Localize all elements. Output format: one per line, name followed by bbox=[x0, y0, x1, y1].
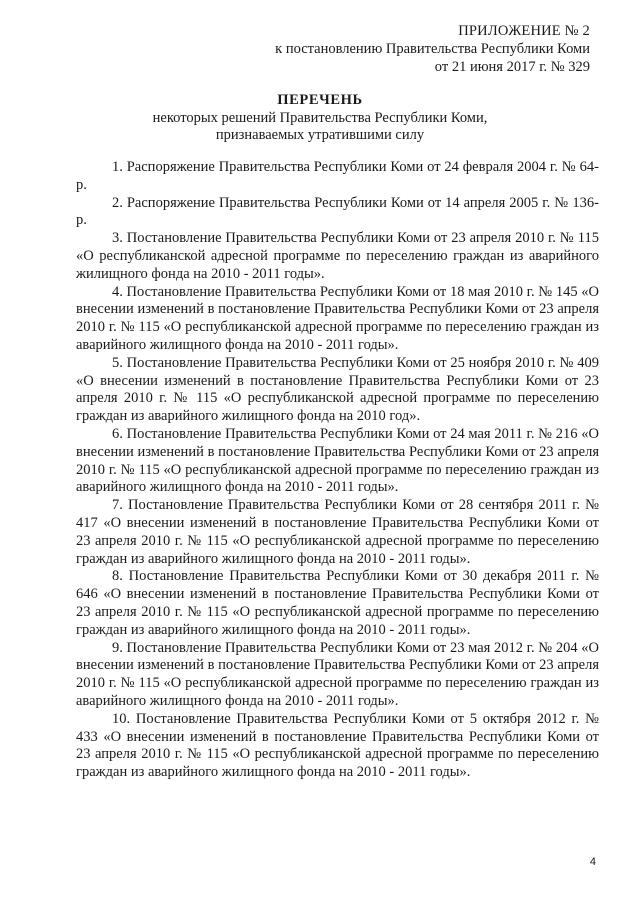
appendix-number: ПРИЛОЖЕНИЕ № 2 bbox=[458, 23, 590, 39]
list-item-5: 5. Постановление Правительства Республики Коми от 25 ноября 2010 г. № 409 «О внесении изменений в постановление Правительства Республики Коми от 23 апреля 2010 г. № 115 «О республиканской адресной программе по переселению граждан из аварийного жилищного фонда на 2010 год». bbox=[76, 354, 599, 425]
decisions-list bbox=[76, 159, 599, 782]
appendix-date: от 21 июня 2017 г. № 329 bbox=[434, 59, 590, 75]
list-item-10: 10. Постановление Правительства Республики Коми от 5 октября 2012 г. № 433 «О внесении изменений в постановление Правительства Республики Коми от 23 апреля 2010 г. № 115 «О республиканской адресной программе по переселению граждан из аварийного жилищного фонда на 2010 - 2011 годы». bbox=[76, 710, 599, 781]
document-subtitle-line1: некоторых решений Правительства Республики Коми, bbox=[152, 110, 488, 126]
list-item-6: 6. Постановление Правительства Республики Коми от 24 мая 2011 г. № 216 «О внесении изменений в постановление Правительства Республики Коми от 23 апреля 2010 г. № 115 «О республиканской адресной программе по переселению граждан из аварийного жилищного фонда на 2010 - 2011 годы». bbox=[76, 425, 599, 496]
appendix-header bbox=[275, 22, 590, 76]
appendix-reference: к постановлению Правительства Республики Коми bbox=[275, 41, 590, 57]
list-item-7: 7. Постановление Правительства Республики Коми от 28 сентября 2011 г. № 417 «О внесении изменений в постановление Правительства Республики Коми от 23 апреля 2010 г. № 115 «О республиканской адресной программе по переселению граждан из аварийного жилищного фонда на 2010 - 2011 годы». bbox=[76, 497, 599, 567]
list-item-4: 4. Постановление Правительства Республики Коми от 18 мая 2010 г. № 145 «О внесении изменений в постановление Правительства Республики Коми от 23 апреля 2010 г. № 115 «О республиканской адресной программе по переселению граждан из аварийного жилищного фонда на 2010 - 2011 годы». bbox=[76, 283, 599, 353]
list-item-2: 2. Распоряжение Правительства Республики Коми от 14 апреля 2005 г. № 136-р. bbox=[76, 194, 599, 229]
list-item-9: 9. Постановление Правительства Республики Коми от 23 мая 2012 г. № 204 «О внесении изменений в постановление Правительства Республики Коми от 23 апреля 2010 г. № 115 «О республиканской адресной программе по переселению граждан из аварийного жилищного фонда на 2010 - 2011 годы». bbox=[76, 639, 599, 709]
document-title-block bbox=[0, 92, 640, 144]
page-number: 4 bbox=[589, 856, 596, 868]
list-item-3: 3. Постановление Правительства Республики Коми от 23 апреля 2010 г. № 115 «О республиканской адресной программе по переселению граждан из аварийного жилищного фонда на 2010 - 2011 годы». bbox=[76, 230, 599, 282]
list-item-8: 8. Постановление Правительства Республики Коми от 30 декабря 2011 г. № 646 «О внесении изменений в постановление Правительства Республики Коми от 23 апреля 2010 г. № 115 «О республиканской адресной программе по переселению граждан из аварийного жилищного фонда на 2010 - 2011 годы». bbox=[76, 568, 599, 638]
list-item-1: 1. Распоряжение Правительства Республики Коми от 24 февраля 2004 г. № 64-р. bbox=[76, 159, 599, 193]
document-title: ПЕРЕЧЕНЬ bbox=[277, 92, 363, 108]
document-subtitle-line2: признаваемых утратившими силу bbox=[215, 127, 425, 143]
